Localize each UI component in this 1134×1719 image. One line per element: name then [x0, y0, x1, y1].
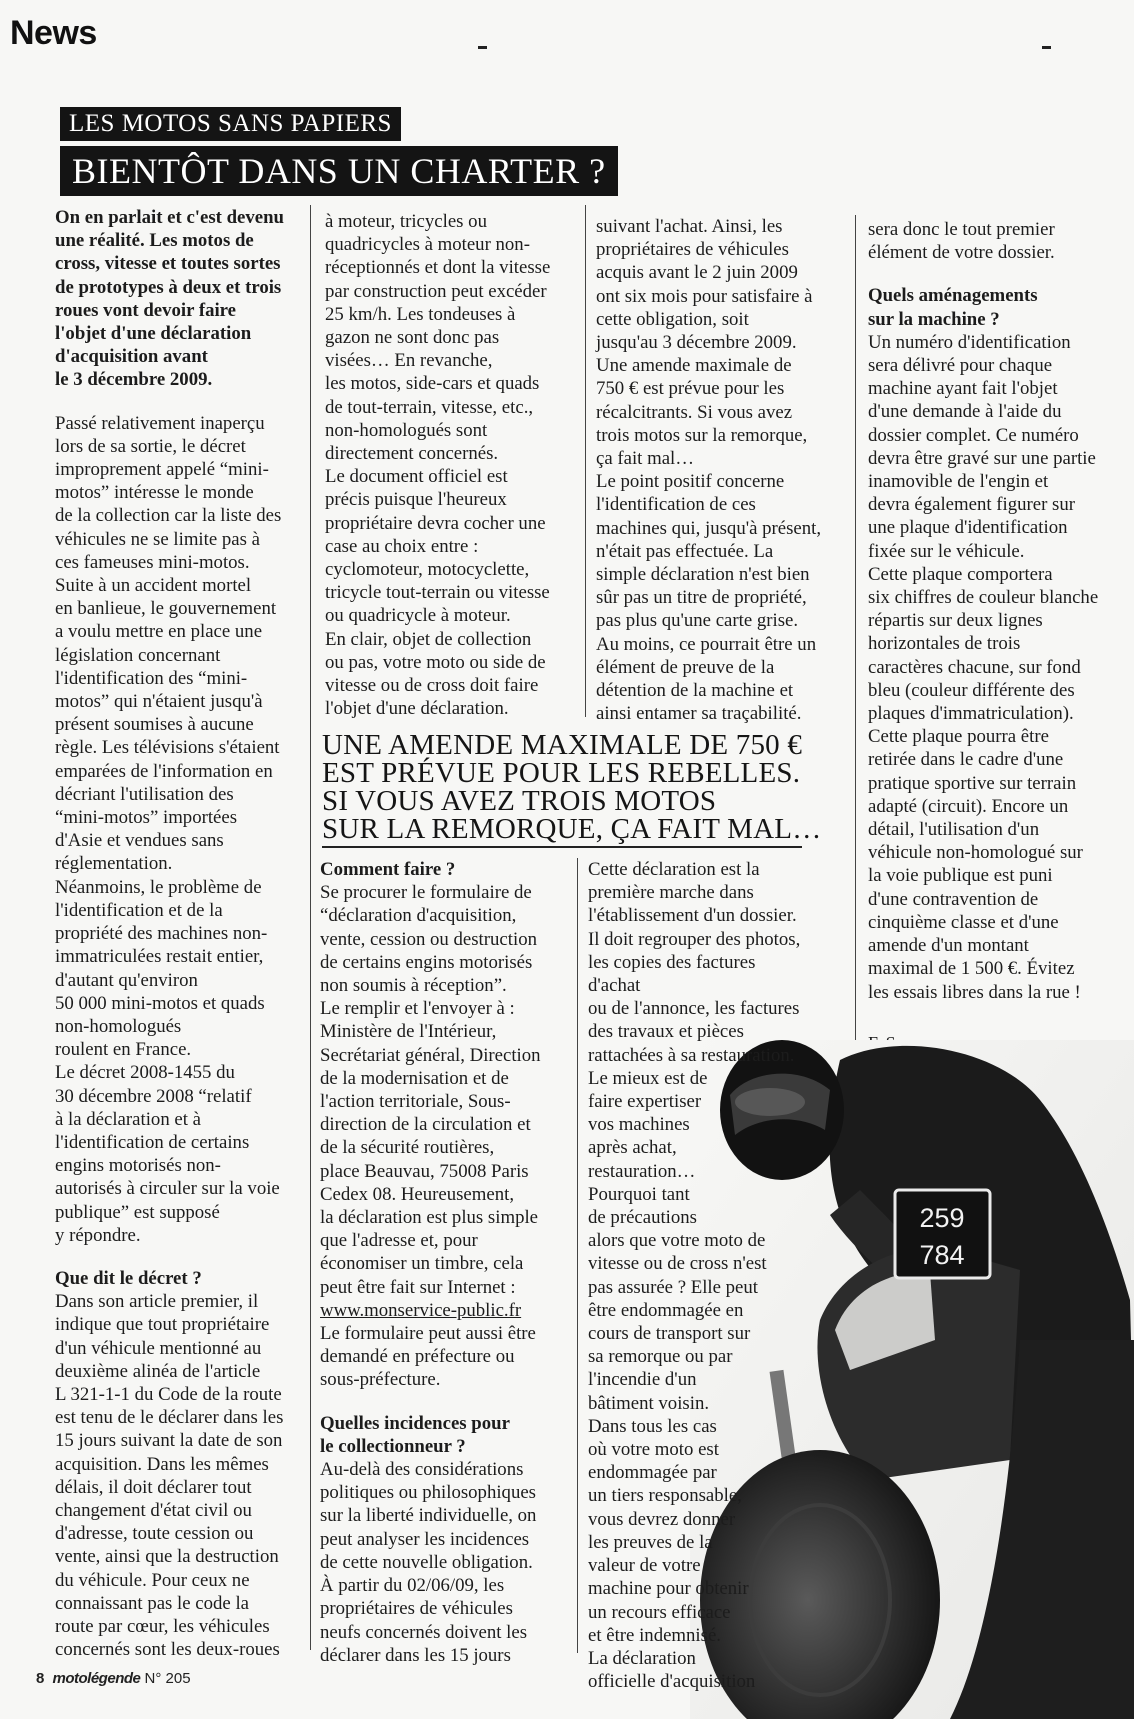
text-line: Cette déclaration est la — [588, 859, 760, 880]
text-line: 25 km/h. Les tondeuses à — [325, 303, 516, 325]
text-line: simple déclaration n'est bien — [596, 564, 810, 586]
body-paragraph — [55, 1290, 300, 1661]
text-line: Le mieux est de — [588, 1067, 708, 1089]
text-line: l'incendie d'un — [588, 1369, 697, 1391]
text-line: l'identification des “mini- — [55, 667, 248, 689]
text-line: “mini-motos” importées — [55, 807, 238, 829]
column-rule — [310, 205, 311, 1650]
body-paragraph — [325, 210, 580, 720]
text-line: 30 décembre 2008 “relatif — [55, 1085, 252, 1107]
text-line: de tout-terrain, vitesse, etc., — [325, 396, 534, 418]
pull-quote-line: SUR LA REMORQUE, ÇA FAIT MAL… — [322, 813, 822, 845]
text-line: que l'adresse et, pour — [320, 1230, 478, 1252]
text-line: devra être gravé sur une partie — [868, 447, 1096, 469]
subhead-amenagements — [868, 284, 1118, 330]
text-line: ont six mois pour satisfaire à — [596, 285, 813, 307]
magazine-name: motolégende — [52, 1670, 141, 1687]
issue-number: N° 205 — [144, 1670, 191, 1687]
column-5 — [320, 858, 575, 1667]
text-line: pratique sportive sur terrain — [868, 772, 1077, 794]
text-line: adapté (circuit). Encore un — [868, 795, 1069, 817]
lead-line: le 3 décembre 2009. — [55, 369, 213, 391]
text-line: vous devrez donner — [588, 1508, 736, 1530]
text-line: propriétaires de véhicules — [320, 1598, 513, 1620]
text-line: vente, cession ou destruction — [320, 928, 537, 950]
text-line: direction de la circulation et — [320, 1114, 531, 1136]
pull-quote-line: UNE AMENDE MAXIMALE DE 750 € — [322, 729, 803, 761]
text-line: politiques ou philosophiques — [320, 1482, 536, 1504]
text-line: machine pour obtenir — [588, 1578, 749, 1600]
text-line: première marche dans — [588, 882, 754, 904]
text-line: alors que votre moto de — [588, 1230, 766, 1252]
text-line: ainsi entamer sa traçabilité. — [596, 703, 802, 725]
text-line: changement d'état civil ou — [55, 1499, 252, 1521]
text-line: législation concernant — [55, 644, 221, 666]
body-paragraph — [320, 881, 575, 1299]
text-line: un recours efficace — [588, 1601, 731, 1623]
pull-quote-line: EST PRÉVUE POUR LES REBELLES. — [322, 757, 801, 789]
text-line: connaissant pas le code la — [55, 1592, 250, 1614]
text-line: propriétaire devra cocher une — [325, 512, 546, 534]
column-rule — [855, 215, 856, 1055]
text-line: la voie publique est puni — [868, 865, 1053, 887]
text-line: cinquième classe et d'une — [868, 911, 1059, 933]
text-line: de la collection car la liste des — [55, 505, 282, 527]
text-line: d'une contravention de — [868, 888, 1039, 910]
text-line: un tiers responsable, — [588, 1485, 742, 1507]
text-line: engins motorisés non- — [55, 1155, 221, 1177]
text-line: Cette plaque pourra être — [868, 726, 1049, 748]
text-line: par construction peut excéder — [325, 280, 547, 302]
text-line: non-homologués sont — [325, 419, 488, 441]
text-line: sûr pas un titre de propriété, — [596, 587, 807, 609]
text-line: déclarer dans les 15 jours — [320, 1644, 511, 1666]
lead-line: d'acquisition avant — [55, 346, 208, 368]
text-line: La déclaration — [588, 1647, 696, 1669]
lead-line: l'objet d'une déclaration — [55, 323, 252, 345]
text-line: inamovible de l'engin et — [868, 471, 1049, 493]
text-line: À partir du 02/06/09, les — [320, 1575, 505, 1597]
text-line: véhicules ne se limite pas à — [55, 528, 260, 550]
text-line: sera donc le tout premier — [868, 219, 1055, 240]
dash-mark — [478, 46, 487, 49]
text-line: de la sécurité routières, — [320, 1137, 495, 1159]
text-line: devra également figurer sur — [868, 494, 1076, 516]
text-line: plaques d'immatriculation). — [868, 703, 1074, 725]
text-line: peut analyser les incidences — [320, 1528, 530, 1550]
plate-line-2: 784 — [919, 1240, 965, 1270]
text-line: emparées de l'information en — [55, 760, 273, 782]
text-line: précis puisque l'heureux — [325, 489, 507, 511]
subhead-line: Quelles incidences pour — [320, 1412, 510, 1434]
text-line: du véhicule. Pour ceux ne — [55, 1569, 250, 1591]
text-line: place Beauvau, 75008 Paris — [320, 1160, 529, 1182]
text-line: endommagée par — [588, 1462, 717, 1484]
text-line: Une amende maximale de — [596, 355, 792, 377]
text-line: route par cœur, les véhicules — [55, 1615, 270, 1637]
lead-line: On en parlait et c'est devenu — [55, 207, 285, 228]
text-line: véhicule non-homologué sur — [868, 842, 1083, 864]
text-line: jusqu'au 3 décembre 2009. — [596, 332, 797, 354]
text-line: les copies des factures d'achat — [588, 951, 756, 997]
text-line: neufs concernés doivent les — [320, 1621, 528, 1643]
text-line: n'était pas effectuée. La — [596, 540, 774, 562]
lead-line: roues vont devoir faire — [55, 299, 237, 321]
subhead-line: le collectionneur ? — [320, 1435, 466, 1457]
text-line: retirée dans le cadre d'une — [868, 749, 1064, 771]
article-kicker: LES MOTOS SANS PAPIERS — [60, 107, 401, 141]
text-line: motos” intéresse le monde — [55, 482, 254, 504]
subhead-line: Quels aménagements — [868, 285, 1038, 307]
text-line: bâtiment voisin. — [588, 1392, 710, 1414]
text-line: maximal de 1 500 €. Évitez — [868, 958, 1075, 980]
text-line: est tenu de le déclarer dans les — [55, 1407, 284, 1429]
text-line: deuxième alinéa de l'article — [55, 1360, 261, 1382]
text-line: une plaque d'identification — [868, 517, 1068, 539]
text-line: à la déclaration et à — [55, 1108, 201, 1130]
text-line: Se procurer le formulaire de — [320, 882, 532, 904]
text-line: pas assurée ? Elle peut — [588, 1276, 759, 1298]
dash-mark — [1042, 46, 1051, 49]
text-line: autorisés à circuler sur la voie — [55, 1178, 280, 1200]
text-line: acquisition. Dans les mêmes — [55, 1453, 269, 1475]
text-line: y répondre. — [55, 1224, 141, 1246]
pull-quote-rule — [322, 846, 802, 848]
text-line: sous-préfecture. — [320, 1369, 441, 1391]
text-line: amende d'un montant — [868, 935, 1029, 957]
text-line: et être indemnisé. — [588, 1624, 721, 1646]
text-line: suivant l'achat. Ainsi, les — [596, 216, 783, 237]
text-line: vitesse ou de cross n'est — [588, 1253, 767, 1275]
text-line: la déclaration est plus simple — [320, 1207, 539, 1229]
text-line: caractères chacune, sur fond — [868, 656, 1081, 678]
text-line: horizontales de trois — [868, 633, 1021, 655]
text-line: 750 € est prévue pour les — [596, 378, 785, 400]
text-line: Passé relativement inaperçu — [55, 412, 265, 434]
text-line: Au moins, ce pourrait être un — [596, 633, 817, 655]
text-line: après achat, — [588, 1137, 677, 1159]
text-line: Le formulaire peut aussi être — [320, 1323, 536, 1345]
text-line: sur la liberté individuelle, on — [320, 1505, 537, 1527]
text-line: fixée sur le véhicule. — [868, 540, 1025, 562]
text-line: l'identification et de la — [55, 899, 223, 921]
body-paragraph — [320, 1458, 575, 1667]
text-line: faire expertiser — [588, 1091, 702, 1113]
column-2 — [325, 210, 580, 720]
text-line: répartis sur deux lignes — [868, 610, 1043, 632]
text-line: Un numéro d'identification — [868, 331, 1071, 353]
text-line: En clair, objet de collection — [325, 628, 532, 650]
text-line: Cedex 08. Heureusement, — [320, 1183, 515, 1205]
text-line: d'Asie et vendues sans — [55, 830, 224, 852]
text-line: élément de preuve de la — [596, 656, 775, 678]
lead-line: une réalité. Les motos de — [55, 230, 254, 252]
text-line: 50 000 mini-motos et quads — [55, 992, 265, 1014]
text-line: Ministère de l'Intérieur, — [320, 1021, 497, 1043]
text-line: décriant l'utilisation des — [55, 783, 234, 805]
text-line: Suite à un accident mortel — [55, 575, 252, 597]
text-line: ou de l'annonce, les factures — [588, 998, 800, 1020]
text-line: Le point positif concerne — [596, 471, 785, 493]
text-line: Dans tous les cas — [588, 1415, 717, 1437]
column-6 — [588, 858, 808, 1693]
text-line: Le document officiel est — [325, 466, 508, 488]
text-line: les essais libres dans la rue ! — [868, 981, 1081, 1003]
text-line: Le remplir et l'envoyer à : — [320, 998, 515, 1020]
text-line: trois motos sur la remorque, — [596, 424, 808, 446]
text-line: délais, il doit déclarer tout — [55, 1476, 252, 1498]
text-line: l'identification de ces — [596, 494, 756, 516]
body-paragraph — [320, 1322, 575, 1392]
body-paragraph — [55, 412, 300, 1247]
text-line: de cette nouvelle obligation. — [320, 1551, 533, 1573]
text-line: les preuves de la — [588, 1531, 713, 1553]
text-line: réglementation. — [55, 853, 173, 875]
text-line: d'adresse, toute cession ou — [55, 1523, 254, 1545]
text-line: Il doit regrouper des photos, — [588, 928, 801, 950]
text-line: rattachées à sa restauration. — [588, 1044, 795, 1066]
text-line: cette obligation, soit — [596, 308, 749, 330]
text-line: Secrétariat général, Direction — [320, 1044, 541, 1066]
text-line: officielle d'acquisition — [588, 1671, 756, 1693]
text-line: sa remorque ou par — [588, 1346, 733, 1368]
text-line: tricycle tout-terrain ou vitesse — [325, 582, 550, 604]
text-line: publique” est supposé — [55, 1201, 220, 1223]
text-line: ça fait mal… — [596, 448, 695, 470]
column-4 — [868, 218, 1118, 1055]
text-line: Cette plaque comportera — [868, 563, 1053, 585]
text-line: Le décret 2008-1455 du — [55, 1062, 235, 1084]
text-line: présent soumises à aucune — [55, 714, 254, 736]
plate-line-1: 259 — [919, 1203, 965, 1233]
text-line: visées… En revanche, — [325, 350, 493, 372]
text-line: indique que tout propriétaire — [55, 1314, 270, 1336]
text-line: de certains engins motorisés — [320, 951, 533, 973]
text-line: non soumis à réception”. — [320, 975, 507, 997]
text-line: vos machines — [588, 1114, 690, 1136]
body-paragraph — [596, 215, 846, 725]
text-line: propriétaires de véhicules — [596, 239, 789, 261]
text-line: où votre moto est — [588, 1439, 719, 1461]
text-line: vitesse ou de cross doit faire — [325, 675, 539, 697]
column-1 — [55, 206, 300, 1661]
text-line: non-homologués — [55, 1015, 182, 1037]
text-line: a voulu mettre en place une — [55, 621, 263, 643]
text-line: peut être fait sur Internet : — [320, 1276, 516, 1298]
page-footer — [36, 1670, 191, 1687]
text-line: d'une demande à l'aide du — [868, 401, 1062, 423]
text-line: règle. Les télévisions s'étaient — [55, 737, 280, 759]
text-line: cours de transport sur — [588, 1323, 751, 1345]
text-line: les motos, side-cars et quads — [325, 373, 540, 395]
text-line: en banlieue, le gouvernement — [55, 598, 277, 620]
text-line: improprement appelé “mini- — [55, 459, 269, 481]
text-line: l'identification de certains — [55, 1131, 250, 1153]
text-line: propriété des machines non- — [55, 923, 268, 945]
text-line: “déclaration d'acquisition, — [320, 905, 517, 927]
text-line: immatriculées restait entier, — [55, 946, 264, 968]
text-line: d'autant qu'environ — [55, 969, 198, 991]
text-line: acquis avant le 2 juin 2009 — [596, 262, 798, 284]
section-tag: News — [10, 14, 97, 52]
text-line: économiser un timbre, cela — [320, 1253, 524, 1275]
text-line: cyclomoteur, motocyclette, — [325, 559, 530, 581]
text-line: pas plus qu'une carte grise. — [596, 610, 799, 632]
lead-line: cross, vitesse et toutes sortes — [55, 253, 281, 275]
text-line: bleu (couleur différente des — [868, 679, 1075, 701]
article-headline: BIENTÔT DANS UN CHARTER ? — [60, 146, 618, 196]
website-link[interactable]: www.monservice-public.fr — [320, 1299, 522, 1321]
text-line: roulent en France. — [55, 1039, 192, 1061]
body-paragraph — [588, 858, 808, 1693]
subhead-line: sur la machine ? — [868, 308, 1000, 330]
text-line: directement concernés. — [325, 443, 499, 465]
text-line: sera délivré pour chaque — [868, 355, 1053, 377]
lead-line: de prototypes à deux et trois — [55, 276, 282, 298]
text-line: gazon ne sont donc pas — [325, 327, 500, 349]
text-line: l'établissement d'un dossier. — [588, 905, 797, 927]
column-3 — [596, 215, 846, 725]
text-line: Pourquoi tant — [588, 1183, 690, 1205]
text-line: Néanmoins, le problème de — [55, 876, 262, 898]
text-line: ou quadricycle à moteur. — [325, 605, 511, 627]
text-line: lors de sa sortie, le décret — [55, 435, 246, 457]
text-line: demandé en préfecture ou — [320, 1346, 515, 1368]
body-paragraph — [868, 218, 1118, 264]
text-line: machine ayant fait l'objet — [868, 378, 1058, 400]
text-line: valeur de votre — [588, 1555, 701, 1577]
text-line: Dans son article premier, il — [55, 1291, 259, 1313]
pull-quote — [322, 731, 822, 843]
text-line: dossier complet. Ce numéro — [868, 424, 1079, 446]
text-line: L 321-1-1 du Code de la route — [55, 1383, 282, 1405]
text-line: l'action territoriale, Sous- — [320, 1091, 511, 1113]
text-line: ces fameuses mini-motos. — [55, 551, 250, 573]
text-line: des travaux et pièces — [588, 1021, 744, 1043]
text-line: 15 jours suivant la date de son — [55, 1430, 283, 1452]
text-line: case au choix entre : — [325, 535, 479, 557]
column-rule — [577, 858, 578, 1653]
lead-paragraph — [55, 206, 300, 392]
text-line: réceptionnés et dont la vitesse — [325, 257, 551, 279]
text-line: récalcitrants. Si vous avez — [596, 401, 793, 423]
subhead-comment-faire: Comment faire ? — [320, 859, 456, 880]
text-line: détention de la machine et — [596, 680, 794, 702]
subhead-decret: Que dit le décret ? — [55, 1267, 202, 1289]
text-line: quadricycles à moteur non- — [325, 234, 530, 256]
text-line: motos” qui n'étaient jusqu'à — [55, 691, 263, 713]
text-line: restauration… — [588, 1160, 696, 1182]
text-line: concernés sont les deux-roues — [55, 1639, 280, 1661]
text-line: ou pas, votre moto ou side de — [325, 651, 546, 673]
text-line: six chiffres de couleur blanche — [868, 587, 1099, 609]
column-rule — [585, 205, 586, 717]
text-line: vente, ainsi que la destruction — [55, 1546, 279, 1568]
page-number: 8 — [36, 1670, 45, 1687]
text-line: à moteur, tricycles ou — [325, 211, 487, 232]
text-line: Au-delà des considérations — [320, 1459, 524, 1481]
text-line: machines qui, jusqu'à présent, — [596, 517, 822, 539]
text-line: être endommagée en — [588, 1299, 744, 1321]
text-line: de précautions — [588, 1207, 697, 1229]
text-line: l'objet d'une déclaration. — [325, 698, 509, 720]
text-line: de la modernisation et de — [320, 1067, 509, 1089]
text-line: élément de votre dossier. — [868, 242, 1055, 264]
text-line: détail, l'utilisation d'un — [868, 819, 1040, 841]
text-line: d'un véhicule mentionné au — [55, 1337, 262, 1359]
subhead-incidences — [320, 1412, 575, 1458]
pull-quote-line: SI VOUS AVEZ TROIS MOTOS — [322, 785, 717, 817]
body-paragraph — [868, 331, 1118, 1004]
